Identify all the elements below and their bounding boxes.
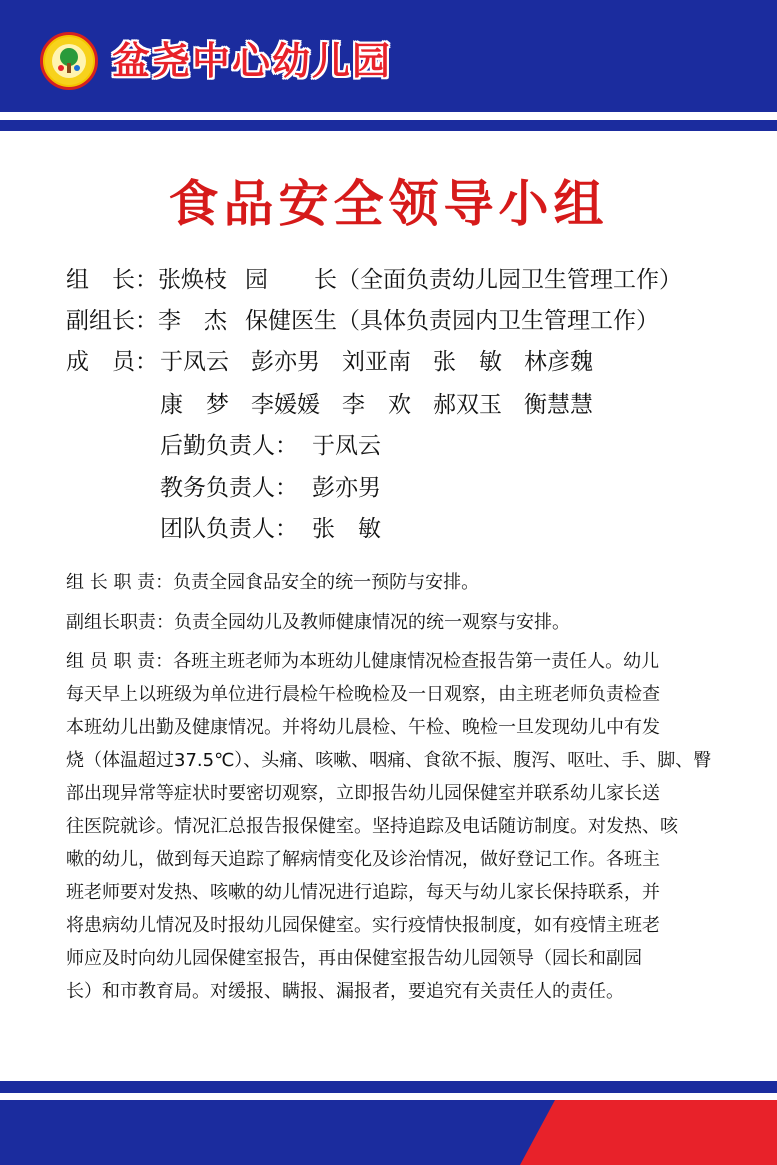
vice-leader-row: [66, 305, 659, 337]
member-name: 于凤云: [160, 349, 229, 375]
member-duty-line: 长）和市教育局。对缓报、瞒报、漏报者，要追究有关责任人的责任。: [66, 981, 624, 1002]
member-duty-line: 组 员 职 责：各班主班老师为本班幼儿健康情况检查报告第一责任人。幼儿: [66, 651, 660, 672]
vice-leader-duty: 副组长职责：负责全园幼儿及教师健康情况的统一观察与安排。: [66, 612, 570, 633]
team-label: 团队负责人：: [160, 516, 298, 542]
member-duty-line: 往医院就诊。情况汇总报告报保健室。坚持追踪及电话随访制度。对发热、咳: [66, 816, 678, 837]
academic-name: 彭亦男: [312, 475, 381, 501]
logistics-label: 后勤负责人：: [160, 433, 298, 459]
vice-leader-role: 保健医生（具体负责园内卫生管理工作）: [245, 308, 659, 334]
footer-stripe: [0, 1081, 777, 1093]
member-name: 李 欢: [342, 392, 411, 418]
leader-duty: 组 长 职 责：负责全园食品安全的统一预防与安排。: [66, 572, 480, 593]
vice-leader-label: 副组长：: [66, 308, 158, 334]
member-name: 彭亦男: [251, 349, 320, 375]
logistics-row: [160, 430, 381, 462]
header-divider: [0, 112, 777, 120]
academic-row: [160, 472, 381, 504]
leader-role: 园 长（全面负责幼儿园卫生管理工作）: [245, 267, 682, 293]
members-label: 成 员：: [66, 349, 158, 375]
member-duty-line: 部出现异常等症状时要密切观察，立即报告幼儿园保健室并联系幼儿家长送: [66, 783, 660, 804]
logistics-name: 于凤云: [312, 433, 381, 459]
member-name: 李媛媛: [251, 392, 320, 418]
member-duty-line: 班老师要对发热、咳嗽的幼儿情况进行追踪，每天与幼儿家长保持联系，并: [66, 882, 660, 903]
school-logo-icon: [40, 32, 98, 90]
member-name: 衡慧慧: [524, 392, 593, 418]
academic-label: 教务负责人：: [160, 475, 298, 501]
team-row: [160, 513, 381, 545]
member-name: 林彦魏: [524, 349, 593, 375]
team-name: 张 敏: [312, 516, 381, 542]
member-duty-line: 嗽的幼儿，做到每天追踪了解病情变化及诊治情况，做好登记工作。各班主: [66, 849, 660, 870]
leader-row: [66, 264, 682, 296]
footer-band: [0, 1100, 777, 1165]
members-row-2: [160, 389, 593, 421]
member-name: 张 敏: [433, 349, 502, 375]
page-title: 食品安全领导小组: [168, 175, 609, 233]
header-stripe: [0, 120, 777, 131]
school-name: 盆尧中心幼儿园: [112, 39, 393, 83]
members-row-1: [160, 346, 593, 378]
member-duty-line: 师应及时向幼儿园保健室报告，再由保健室报告幼儿园领导（园长和副园: [66, 948, 642, 969]
member-duty-line: 本班幼儿出勤及健康情况。并将幼儿晨检、午检、晚检一旦发现幼儿中有发: [66, 717, 660, 738]
member-name: 康 梦: [160, 392, 229, 418]
member-duty-paragraph: [66, 645, 716, 1008]
member-duty-line: 每天早上以班级为单位进行晨检午检晚检及一日观察，由主班老师负责检查: [66, 684, 660, 705]
member-name: 郝双玉: [433, 392, 502, 418]
footer-red-accent: [0, 1100, 777, 1165]
member-name: 刘亚南: [342, 349, 411, 375]
leader-label: 组 长：: [66, 267, 158, 293]
vice-leader-name: 李 杰: [158, 308, 227, 334]
member-duty-line: 烧（体温超过37.5℃）、头痛、咳嗽、咽痛、食欲不振、腹泻、呕吐、手、脚、臀: [66, 750, 712, 771]
member-duty-line: 将患病幼儿情况及时报幼儿园保健室。实行疫情快报制度，如有疫情主班老: [66, 915, 660, 936]
leader-name: 张焕枝: [158, 267, 227, 293]
